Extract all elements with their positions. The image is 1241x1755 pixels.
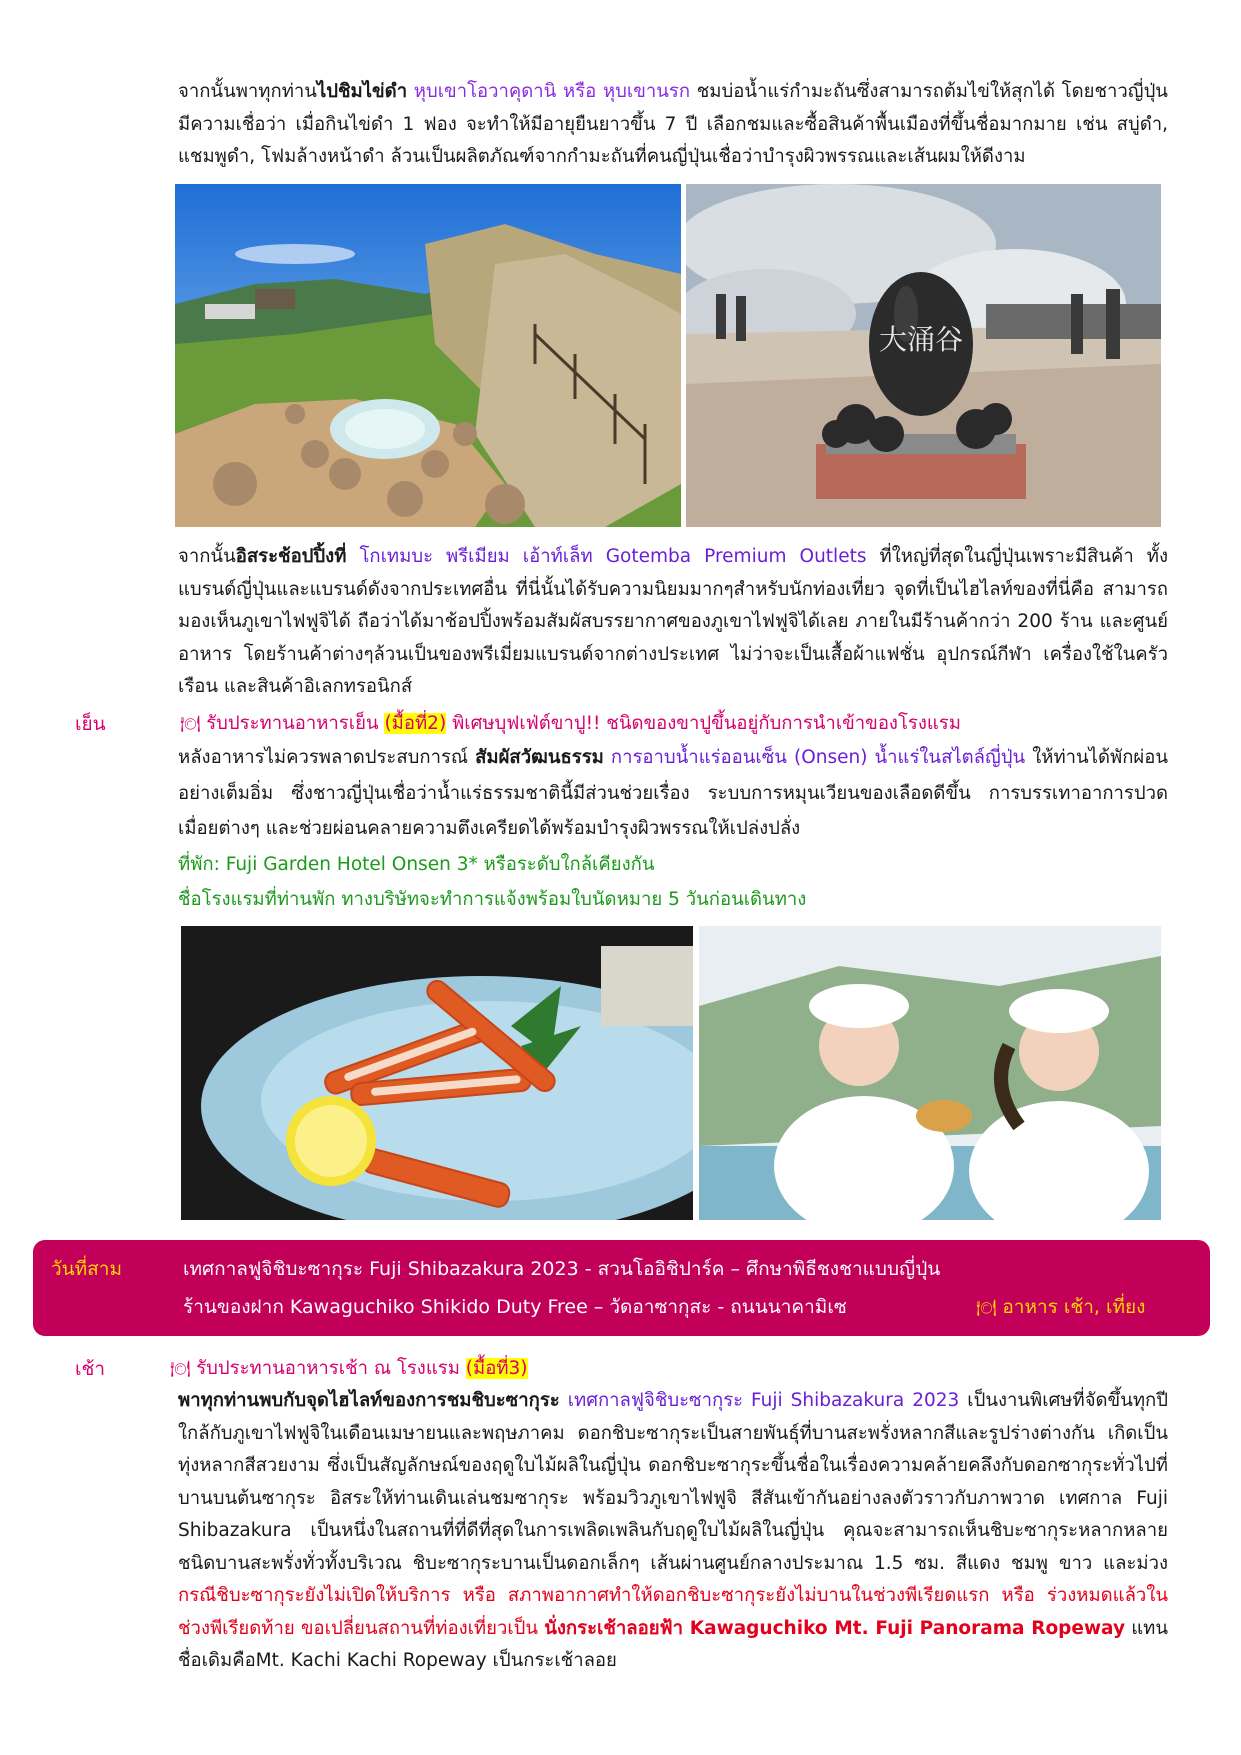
place-gotemba: โกเทมบะ พรีเมียม เอ้าท์เล็ท Gotemba Premium Outlets — [359, 546, 867, 567]
onsen-women-photo — [699, 926, 1161, 1220]
p4-bold: พาทุกท่านพบกับจุดไฮไลท์ของการชมชิบะซากุระ — [178, 1390, 560, 1411]
owakudani-egg-photo — [686, 184, 1161, 527]
banner-meals — [976, 1292, 1145, 1322]
place-hell-valley: หุบเขานรก — [602, 81, 691, 102]
breakfast-meal-number: (มื้อที่3) — [465, 1358, 528, 1379]
p3-rest: ให้ท่านได้พักผ่อนอย่างเต็มอิ่ม ซึ่งชาวญี่ปุ่นเชื่อว่าน้ำแร่ธรรมชาตินี้มีส่วนช่วยเรื่อง ระบบการหมุนเวียนของเลือดดีขึ้น การบรรเทาอาการปวดเมื่อยต่างๆ และช่วยผ่อนคลายความตึงเครียดได้พร้อมบำรุงผิวพรรณให้เปล่งปลั่ง — [178, 747, 1168, 839]
day-banner — [33, 1240, 1210, 1336]
breakfast-line — [170, 1354, 528, 1383]
hotel-note: ชื่อโรงแรมที่ท่านพัก ทางบริษัทจะทำการแจ้งพร้อมใบนัดหมาย 5 วันก่อนเดินทาง — [178, 889, 807, 910]
meal-icon: 🍽 — [976, 1298, 997, 1317]
banner-line-2: ร้านของฝาก Kawaguchiko Shikido Duty Free – วัดอาซากุสะ - ถนนนาคามิเซ — [183, 1296, 847, 1318]
owakudani-pond-photo — [175, 184, 681, 527]
egg-sign-text: 大涌谷 — [878, 323, 964, 356]
banner-line-1: เทศกาลฟูจิชิบะซากุระ Fuji Shibazakura 2023 - สวนโออิชิปาร์ค – ศึกษาพิธีชงชาแบบญี่ปุ่น — [183, 1258, 941, 1280]
shibazakura-paragraph — [178, 1385, 1168, 1678]
owakudani-paragraph — [178, 76, 1168, 174]
p4-rest: เป็นงานพิเศษที่จัดขึ้นทุกปีใกล้กับภูเขาไฟฟูจิในเดือนเมษายนและพฤษภาคม ดอกชิบะซากุระเป็นสายพันธุ์ที่บานสะพรั่งหลากสีและรูปร่างต่างกัน เกิดเป็นทุ่งหลากสีสวยงาม ซึ่งเป็นสัญลักษณ์ของฤดูใบไม้ผลิในญี่ปุ่น ดอกชิบะซากุระขึ้นชื่อในเรื่องความคล้ายคลึงกับดอกซากุระทั่วไปที่บานบนต้นซากุระ อิสระให้ท่านเดินเล่นชมซากุระ พร้อมวิวภูเขาไฟฟูจิ สีสันเข้ากันอย่างลงตัวราวกับภาพวาด เทศกาล Fuji Shibazakura เป็นหนึ่งในสถานที่ที่ดีที่สุดในการเพลิดเพลินกับฤดูใบไม้ผลิในญี่ปุ่น คุณจะสามารถเห็นชิบะซากุระหลากหลายชนิดบานสะพรั่งทั่วทั้งบริเวณ ชิบะซากุระบานเป็นดอกเล็กๆ เส้นผ่านศูนย์กลางประมาณ 1.5 ซม. สีแดง ชมพู ขาว และม่วง — [178, 1390, 1168, 1574]
onsen-paragraph — [178, 740, 1168, 847]
dinner-label: เย็น — [75, 713, 106, 735]
meal-icon: 🍽 — [180, 714, 201, 733]
place-owakudani: หุบเขาโอวาคุดานิ — [413, 81, 557, 102]
dinner-meal-number: (มื้อที่2) — [384, 713, 447, 734]
banner-meals-text: อาหาร เช้า, เที่ยง — [1002, 1296, 1146, 1318]
dinner-text: รับประทานอาหารเย็น — [206, 713, 379, 734]
p2-rest: ที่ใหญ่ที่สุดในญี่ปุ่นเพราะมีสินค้า ทั้งแบรนด์ญี่ปุ่นและแบรนด์ดังจากประเทศอื่น ที่นี่นั้นได้รับความนิยมมากๆสำหรับนักท่องเที่ยว จุดที่เป็นไฮไลท์ของที่นี่คือ สามารถมองเห็นภูเขาไฟฟูจิได้ ถือว่าได้มาช้อปปิ้งพร้อมสัมผัสบรรยากาศของภูเขาไฟฟูจิได้เลย ภายในมีร้านค้ากว่า 200 ร้าน และศูนย์อาหาร โดยร้านค้าต่างๆล้วนเป็นของพรีเมี่ยมแบรนด์จากต่างประเทศ ไม่ว่าจะเป็นเสื้อผ้าแฟชั่น อุปกรณ์กีฬา เครื่องใช้ในครัวเรือน และสินค้าอิเลกทรอนิกส์ — [178, 546, 1169, 697]
p1-or: หรือ — [563, 81, 597, 102]
p3-text: หลังอาหารไม่ควรพลาดประสบการณ์ — [178, 747, 469, 768]
meal-icon: 🍽 — [170, 1359, 191, 1378]
ropeway-alternative: นั่งกระเช้าลอยฟ้า Kawaguchiko Mt. Fuji Panorama Ropeway — [544, 1617, 1126, 1639]
p4-tail: แทน ชื่อเดิมคือMt. Kachi Kachi Ropeway เป็นกระเช้าลอย — [178, 1617, 1168, 1671]
breakfast-text: รับประทานอาหารเช้า ณ โรงแรม — [196, 1358, 460, 1379]
p1-bold: ไปชิมไข่ดำ — [316, 81, 408, 102]
breakfast-label: เช้า — [75, 1358, 106, 1380]
p3-bold: สัมผัสวัฒนธรรม — [475, 747, 604, 768]
p2-text: จากนั้น — [178, 546, 236, 567]
gotemba-paragraph — [178, 541, 1168, 704]
p1-text: จากนั้นพาทุกท่าน — [178, 81, 317, 102]
dinner-line — [180, 709, 961, 738]
shibazakura-highlight: เทศกาลฟูจิชิบะซากุระ Fuji Shibazakura 2023 — [567, 1390, 960, 1411]
p1-rest: ชมบ่อน้ำแร่กำมะถันซึ่งสามารถต้มไข่ให้สุกได้ โดยชาวญี่ปุ่นมีความเชื่อว่า เมื่อกินไข่ดำ 1 ฟอง จะทำให้มีอายุยืนยาวขึ้น 7 ปี เลือกชมและซื้อสินค้าพื้นเมืองที่ขึ้นชื่อมากมาย เช่น สบู่ดำ, แชมพูดำ, โฟมล้างหน้าดำ ล้วนเป็นผลิตภัณฑ์จากกำมะถันที่คนญี่ปุ่นเชื่อว่าบำรุงผิวพรรณและเส้นผมให้ดีงาม — [178, 81, 1168, 167]
p2-bold: อิสระช้อปปิ้งที่ — [235, 546, 347, 567]
dinner-special: พิเศษบุฟเฟ่ต์ขาปู!! ชนิดของขาปูขึ้นอยู่กับการนำเข้าของโรงแรม — [452, 713, 961, 734]
p4-warning: กรณีชิบะซากุระยังไม่เปิดให้บริการ หรือ สภาพอากาศทำให้ดอกชิบะซากุระยังไม่บานในช่วงพีเรียดแรก หรือ ร่วงหมดแล้วในช่วงพีเรียดท้าย ขอเปลี่ยนสถานที่ท่องเที่ยวเป็น — [178, 1585, 1168, 1639]
crab-legs-photo — [181, 926, 693, 1220]
day-title: วันที่สาม — [51, 1258, 122, 1280]
onsen-highlight: การอาบน้ำแร่ออนเซ็น (Onsen) น้ำแร่ในสไตล์ญี่ปุ่น — [610, 747, 1026, 768]
hotel-info: ที่พัก: Fuji Garden Hotel Onsen 3* หรือระดับใกล้เคียงกัน — [178, 854, 655, 875]
